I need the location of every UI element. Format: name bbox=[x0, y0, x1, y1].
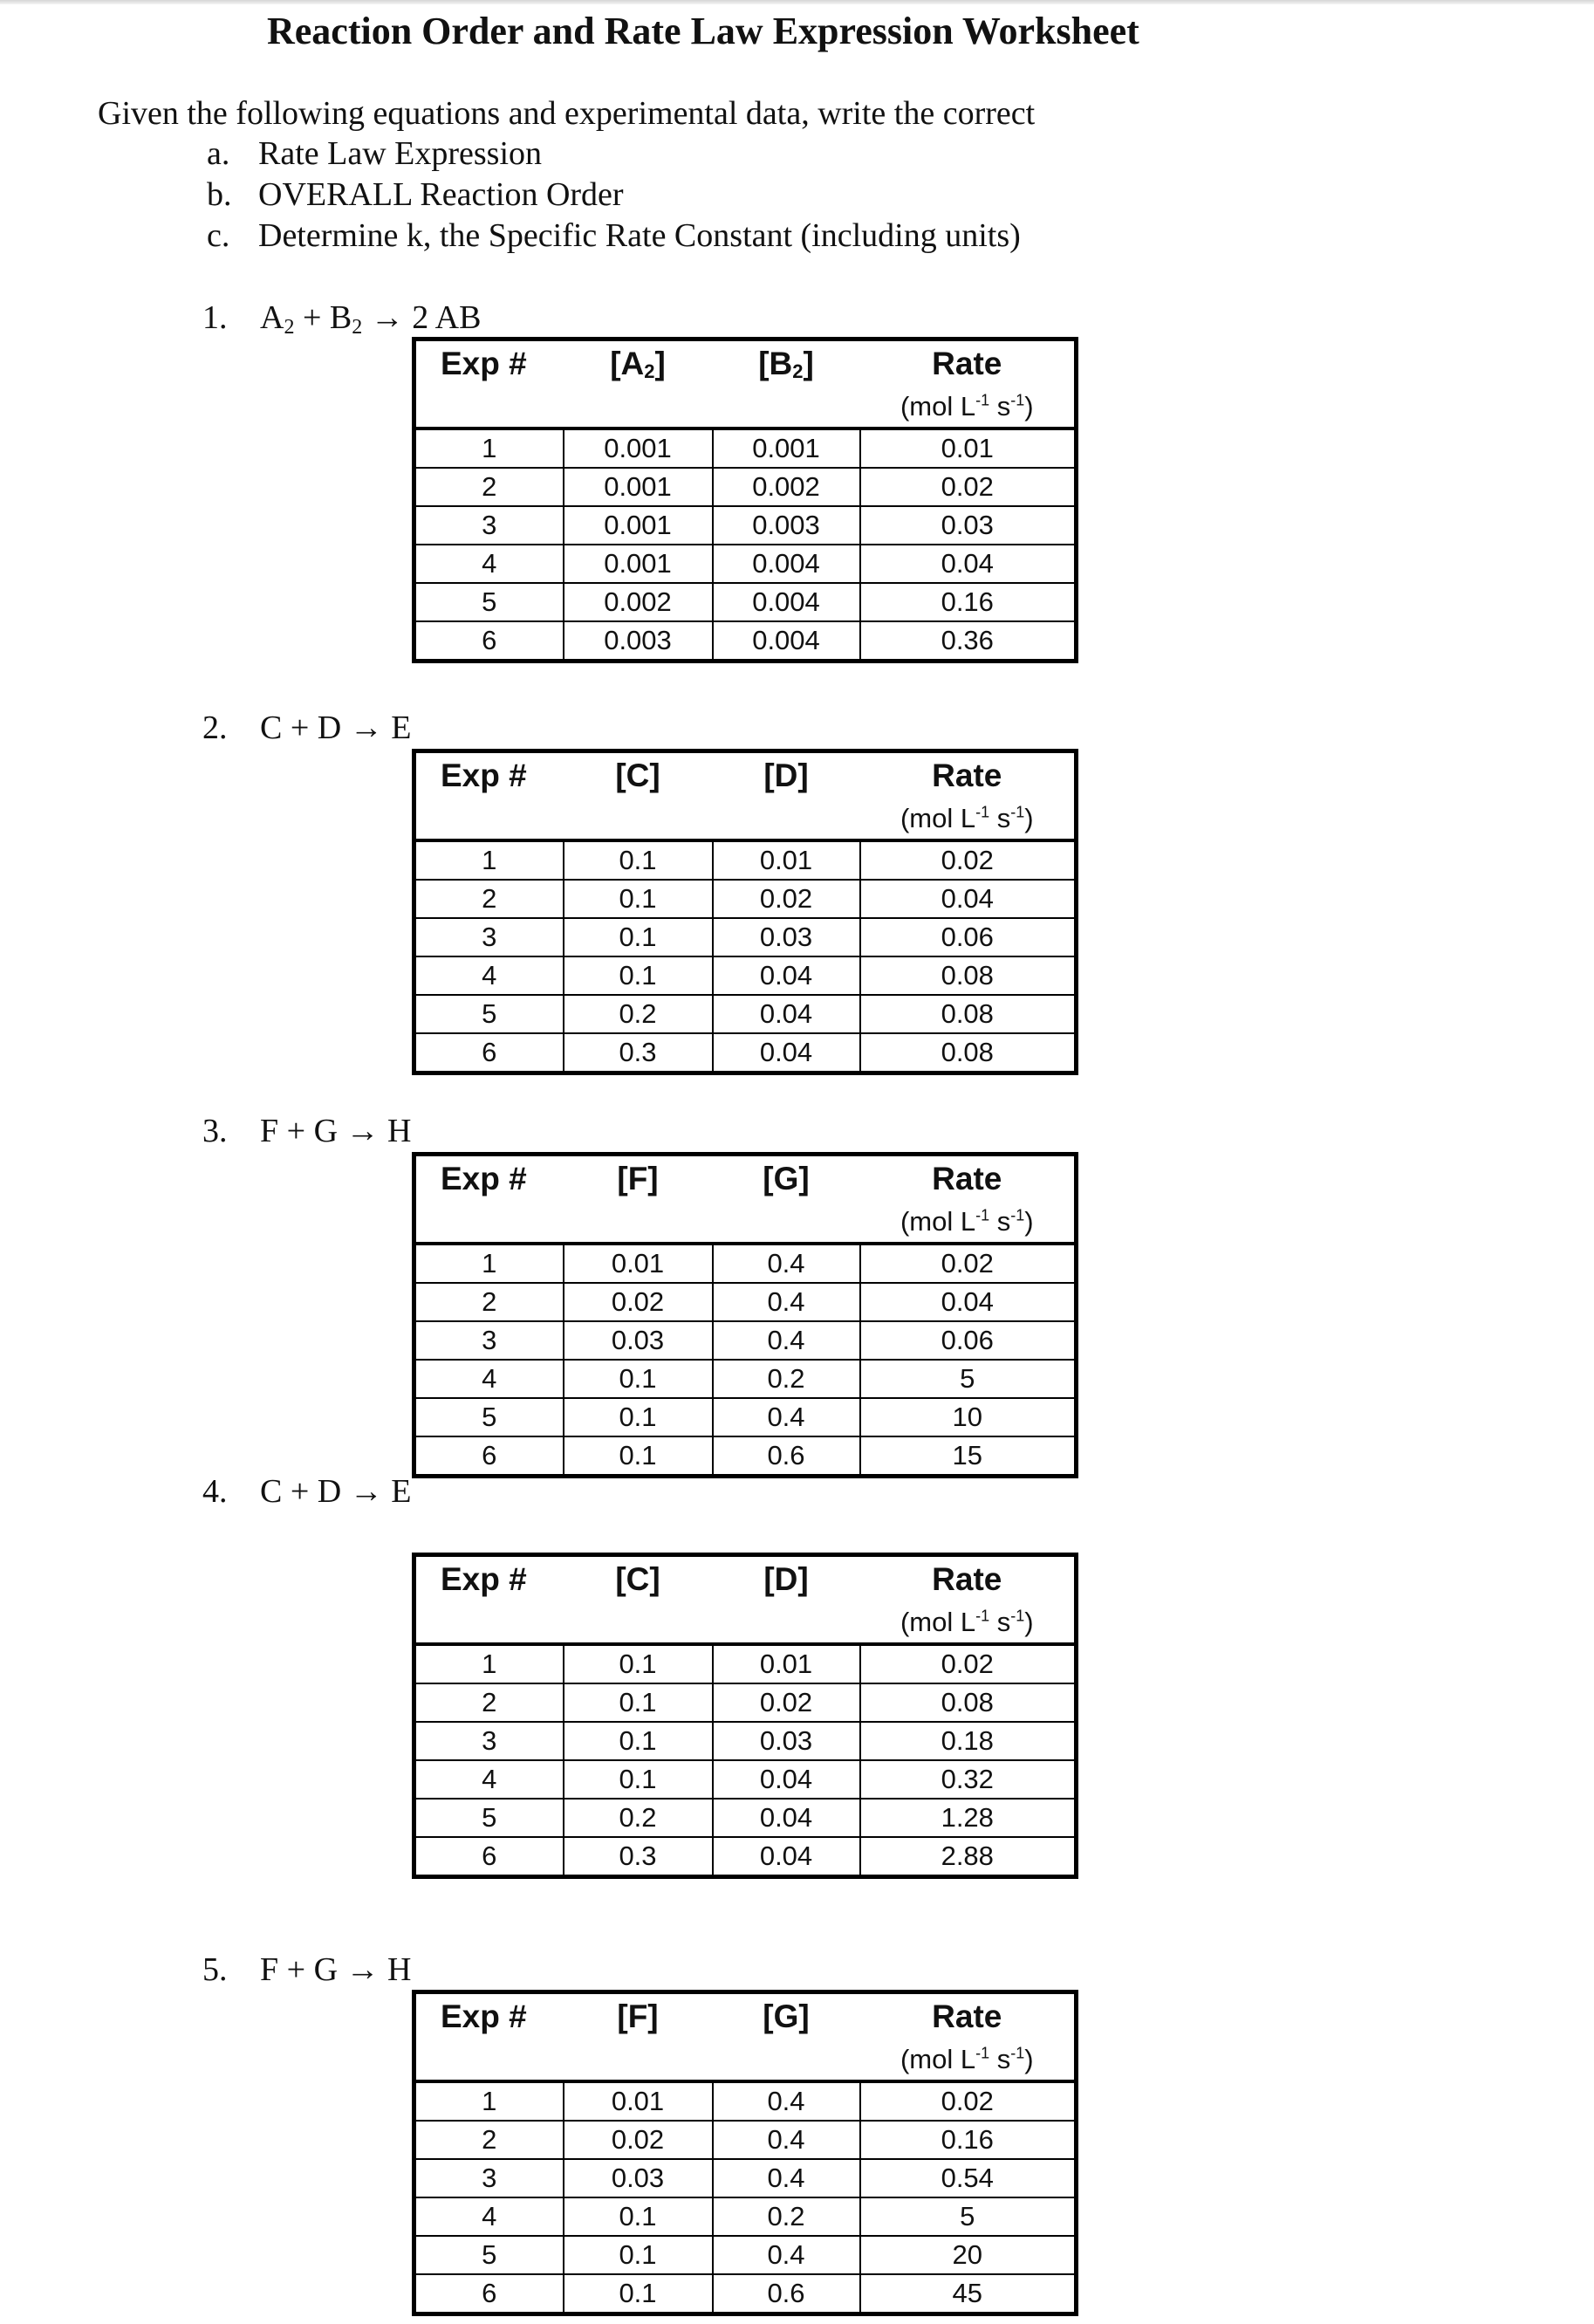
table-row bbox=[414, 840, 1077, 880]
units-row bbox=[414, 2039, 1077, 2081]
conc-1-value: 0.02 bbox=[564, 1283, 713, 1321]
problem-2-equation bbox=[202, 709, 411, 747]
units-text: s bbox=[989, 391, 1011, 422]
reactant-2: D bbox=[317, 1473, 342, 1510]
header-rate: Rate bbox=[932, 1561, 1002, 1597]
exp-number: 3 bbox=[414, 506, 564, 545]
conc-2-value: 0.2 bbox=[713, 1360, 860, 1398]
units-row bbox=[414, 1602, 1077, 1644]
problem-4-equation bbox=[202, 1472, 411, 1511]
units-text: ) bbox=[1024, 1607, 1034, 1637]
exp-number: 2 bbox=[414, 1683, 564, 1722]
conc-2-value: 0.004 bbox=[713, 621, 860, 662]
table-header-row bbox=[414, 751, 1077, 799]
table-row bbox=[414, 1321, 1077, 1360]
rate-units bbox=[860, 799, 1077, 840]
units-exponent: -1 bbox=[1010, 1607, 1025, 1625]
conc-1-value: 0.1 bbox=[564, 880, 713, 918]
conc-1-value: 0.2 bbox=[564, 995, 713, 1033]
table-row bbox=[414, 1644, 1077, 1683]
conc-2-value: 0.04 bbox=[713, 1837, 860, 1877]
header-conc-1-bracket: ] bbox=[654, 345, 666, 381]
header-exp: Exp # bbox=[441, 1998, 527, 2034]
exp-number: 2 bbox=[414, 2121, 564, 2159]
conc-1-value: 0.3 bbox=[564, 1033, 713, 1073]
table-row bbox=[414, 2274, 1077, 2314]
rate-units bbox=[860, 387, 1077, 428]
units-spacer bbox=[414, 1202, 860, 1244]
conc-1-value: 0.01 bbox=[564, 1244, 713, 1283]
conc-1-value: 0.003 bbox=[564, 621, 713, 662]
problem-number: 1. bbox=[202, 299, 228, 336]
units-exponent: -1 bbox=[975, 803, 990, 821]
table-row bbox=[414, 918, 1077, 956]
units-exponent: -1 bbox=[975, 1607, 990, 1625]
conc-2-value: 0.02 bbox=[713, 880, 860, 918]
table-row bbox=[414, 1244, 1077, 1283]
conc-1-value: 0.1 bbox=[564, 1760, 713, 1799]
conc-1-value: 0.1 bbox=[564, 1644, 713, 1683]
problem-5-equation bbox=[202, 1950, 411, 1989]
exp-number: 4 bbox=[414, 1360, 564, 1398]
units-text: (mol L bbox=[900, 1206, 976, 1237]
units-text: ) bbox=[1024, 803, 1034, 833]
table-header-row bbox=[414, 1555, 1077, 1603]
header-conc-2-bracket: ] bbox=[803, 345, 814, 381]
problem-1-equation bbox=[202, 298, 481, 339]
option-text: Rate Law Expression bbox=[258, 135, 543, 172]
table-row bbox=[414, 2159, 1077, 2197]
product: H bbox=[387, 1113, 412, 1149]
conc-1-value: 0.03 bbox=[564, 1321, 713, 1360]
rate-value: 0.04 bbox=[860, 545, 1077, 583]
units-text: (mol L bbox=[900, 2044, 976, 2074]
units-text: (mol L bbox=[900, 1607, 976, 1637]
exp-number: 3 bbox=[414, 2159, 564, 2197]
arrow-icon: → bbox=[349, 1473, 383, 1510]
header-conc-1-text: [A bbox=[610, 345, 645, 381]
table-header-row bbox=[414, 1155, 1077, 1203]
reactant-1: A bbox=[260, 299, 284, 336]
reactant-2: D bbox=[317, 710, 342, 746]
units-text: (mol L bbox=[900, 391, 976, 422]
conc-1-value: 0.3 bbox=[564, 1837, 713, 1877]
rate-value: 0.08 bbox=[860, 956, 1077, 995]
header-conc-1: [C] bbox=[615, 1561, 660, 1597]
conc-2-value: 0.001 bbox=[713, 428, 860, 468]
units-spacer bbox=[414, 2039, 860, 2081]
header-conc-2: [G] bbox=[763, 1998, 810, 2034]
conc-1-value: 0.002 bbox=[564, 583, 713, 621]
conc-1-value: 0.1 bbox=[564, 918, 713, 956]
header-conc-2: [D] bbox=[763, 758, 809, 793]
units-exponent: -1 bbox=[1010, 391, 1025, 409]
conc-2-value: 0.002 bbox=[713, 468, 860, 506]
header-rate: Rate bbox=[932, 1161, 1002, 1196]
table-row bbox=[414, 621, 1077, 662]
table-row bbox=[414, 428, 1077, 468]
rate-value: 45 bbox=[860, 2274, 1077, 2314]
conc-2-value: 0.004 bbox=[713, 545, 860, 583]
table-row bbox=[414, 880, 1077, 918]
conc-2-value: 0.004 bbox=[713, 583, 860, 621]
rate-table-2 bbox=[412, 749, 1078, 1075]
exp-number: 5 bbox=[414, 1799, 564, 1837]
reactant-1: C bbox=[260, 1473, 283, 1510]
plus-sign: + bbox=[286, 1951, 306, 1988]
header-exp: Exp # bbox=[441, 346, 527, 381]
conc-1-value: 0.1 bbox=[564, 1398, 713, 1436]
conc-1-value: 0.1 bbox=[564, 2236, 713, 2274]
reactant-1-subscript: 2 bbox=[284, 316, 295, 339]
conc-1-value: 0.001 bbox=[564, 428, 713, 468]
reactant-2: G bbox=[313, 1951, 339, 1988]
arrow-icon: → bbox=[345, 1951, 380, 1988]
header-conc-2-subscript: 2 bbox=[792, 360, 804, 382]
conc-2-value: 0.6 bbox=[713, 2274, 860, 2314]
units-spacer bbox=[414, 387, 860, 428]
option-text: OVERALL Reaction Order bbox=[258, 176, 624, 213]
exp-number: 2 bbox=[414, 880, 564, 918]
conc-1-value: 0.1 bbox=[564, 840, 713, 880]
rate-value: 0.16 bbox=[860, 2121, 1077, 2159]
option-letter: c. bbox=[207, 217, 230, 254]
table-row bbox=[414, 583, 1077, 621]
exp-number: 6 bbox=[414, 1837, 564, 1877]
rate-table-3 bbox=[412, 1152, 1078, 1478]
rate-value: 0.02 bbox=[860, 468, 1077, 506]
rate-units bbox=[860, 2039, 1077, 2081]
rate-table-5 bbox=[412, 1990, 1078, 2316]
units-spacer bbox=[414, 799, 860, 840]
conc-1-value: 0.001 bbox=[564, 468, 713, 506]
header-conc-1: [F] bbox=[617, 1998, 659, 2034]
units-row bbox=[414, 387, 1077, 428]
table-row bbox=[414, 468, 1077, 506]
units-row bbox=[414, 799, 1077, 840]
table-row bbox=[414, 995, 1077, 1033]
rate-value: 0.08 bbox=[860, 1683, 1077, 1722]
conc-2-value: 0.03 bbox=[713, 918, 860, 956]
exp-number: 3 bbox=[414, 918, 564, 956]
units-text: ) bbox=[1024, 1206, 1034, 1237]
option-letter: a. bbox=[207, 135, 230, 172]
table-header-row bbox=[414, 339, 1077, 387]
conc-2-value: 0.04 bbox=[713, 995, 860, 1033]
conc-1-value: 0.001 bbox=[564, 506, 713, 545]
units-text: (mol L bbox=[900, 803, 976, 833]
table-row bbox=[414, 2236, 1077, 2274]
rate-value: 0.02 bbox=[860, 840, 1077, 880]
conc-1-value: 0.1 bbox=[564, 956, 713, 995]
units-exponent: -1 bbox=[1010, 2044, 1025, 2062]
header-rate: Rate bbox=[932, 346, 1002, 381]
table-row bbox=[414, 1436, 1077, 1477]
plus-sign: + bbox=[286, 1113, 306, 1149]
table-row bbox=[414, 956, 1077, 995]
product: E bbox=[391, 1473, 412, 1510]
units-text: s bbox=[989, 1206, 1011, 1237]
exp-number: 6 bbox=[414, 2274, 564, 2314]
table-row bbox=[414, 1837, 1077, 1877]
conc-1-value: 0.1 bbox=[564, 1436, 713, 1477]
conc-1-value: 0.03 bbox=[564, 2159, 713, 2197]
units-text: s bbox=[989, 2044, 1011, 2074]
arrow-icon: → bbox=[345, 1113, 380, 1149]
conc-2-value: 0.4 bbox=[713, 1398, 860, 1436]
option-letter: b. bbox=[207, 176, 232, 213]
option-b bbox=[207, 175, 624, 214]
exp-number: 1 bbox=[414, 1644, 564, 1683]
conc-1-value: 0.1 bbox=[564, 2274, 713, 2314]
rate-value: 2.88 bbox=[860, 1837, 1077, 1877]
units-row bbox=[414, 1202, 1077, 1244]
table-row bbox=[414, 1033, 1077, 1073]
rate-value: 0.04 bbox=[860, 1283, 1077, 1321]
page-top-border bbox=[0, 0, 1594, 4]
rate-value: 0.02 bbox=[860, 1244, 1077, 1283]
problem-number: 5. bbox=[202, 1951, 228, 1988]
header-conc-1: [C] bbox=[615, 758, 660, 793]
conc-1-value: 0.1 bbox=[564, 2197, 713, 2236]
exp-number: 1 bbox=[414, 1244, 564, 1283]
reactant-2: G bbox=[313, 1113, 339, 1149]
product: E bbox=[391, 710, 412, 746]
units-spacer bbox=[414, 1602, 860, 1644]
problem-3-equation bbox=[202, 1112, 411, 1150]
rate-table-4 bbox=[412, 1553, 1078, 1879]
exp-number: 5 bbox=[414, 995, 564, 1033]
header-rate: Rate bbox=[932, 758, 1002, 793]
table-row bbox=[414, 1398, 1077, 1436]
rate-value: 0.06 bbox=[860, 1321, 1077, 1360]
units-text: s bbox=[989, 1607, 1011, 1637]
conc-1-value: 0.1 bbox=[564, 1360, 713, 1398]
worksheet-title: Reaction Order and Rate Law Expression Worksheet bbox=[267, 10, 1139, 52]
rate-value: 0.54 bbox=[860, 2159, 1077, 2197]
exp-number: 1 bbox=[414, 840, 564, 880]
exp-number: 5 bbox=[414, 583, 564, 621]
rate-value: 0.02 bbox=[860, 1644, 1077, 1683]
rate-value: 0.02 bbox=[860, 2081, 1077, 2121]
plus-sign: + bbox=[290, 1473, 310, 1510]
plus-sign: + bbox=[290, 710, 310, 746]
conc-2-value: 0.6 bbox=[713, 1436, 860, 1477]
units-text: s bbox=[989, 803, 1011, 833]
conc-1-value: 0.001 bbox=[564, 545, 713, 583]
rate-value: 0.08 bbox=[860, 1033, 1077, 1073]
reactant-2: B bbox=[329, 299, 352, 336]
conc-1-value: 0.01 bbox=[564, 2081, 713, 2121]
plus-sign: + bbox=[302, 299, 322, 336]
rate-value: 0.08 bbox=[860, 995, 1077, 1033]
instructions-text: Given the following equations and experimental data, write the correct bbox=[98, 95, 1036, 132]
exp-number: 6 bbox=[414, 1436, 564, 1477]
conc-1-value: 0.1 bbox=[564, 1722, 713, 1760]
header-exp: Exp # bbox=[441, 1161, 527, 1196]
exp-number: 6 bbox=[414, 621, 564, 662]
exp-number: 6 bbox=[414, 1033, 564, 1073]
units-exponent: -1 bbox=[1010, 1206, 1025, 1224]
units-exponent: -1 bbox=[975, 391, 990, 409]
conc-2-value: 0.04 bbox=[713, 956, 860, 995]
conc-2-value: 0.01 bbox=[713, 1644, 860, 1683]
conc-2-value: 0.03 bbox=[713, 1722, 860, 1760]
problem-number: 3. bbox=[202, 1113, 228, 1149]
header-conc-1 bbox=[564, 339, 713, 387]
header-conc-2-text: [B bbox=[758, 345, 793, 381]
table-row bbox=[414, 1360, 1077, 1398]
rate-value: 0.06 bbox=[860, 918, 1077, 956]
conc-2-value: 0.02 bbox=[713, 1683, 860, 1722]
conc-1-value: 0.1 bbox=[564, 1683, 713, 1722]
table-row bbox=[414, 506, 1077, 545]
conc-2-value: 0.4 bbox=[713, 1321, 860, 1360]
table-row bbox=[414, 1683, 1077, 1722]
exp-number: 3 bbox=[414, 1722, 564, 1760]
header-conc-1: [F] bbox=[617, 1161, 659, 1196]
table-row bbox=[414, 2121, 1077, 2159]
conc-2-value: 0.4 bbox=[713, 2121, 860, 2159]
rate-value: 1.28 bbox=[860, 1799, 1077, 1837]
conc-1-value: 0.2 bbox=[564, 1799, 713, 1837]
table-row bbox=[414, 1722, 1077, 1760]
exp-number: 5 bbox=[414, 1398, 564, 1436]
header-rate: Rate bbox=[932, 1998, 1002, 2034]
exp-number: 4 bbox=[414, 1760, 564, 1799]
units-exponent: -1 bbox=[975, 2044, 990, 2062]
rate-units bbox=[860, 1202, 1077, 1244]
conc-2-value: 0.003 bbox=[713, 506, 860, 545]
table-row bbox=[414, 1760, 1077, 1799]
conc-2-value: 0.04 bbox=[713, 1799, 860, 1837]
units-text: ) bbox=[1024, 2044, 1034, 2074]
header-conc-2: [D] bbox=[763, 1561, 809, 1597]
rate-units bbox=[860, 1602, 1077, 1644]
conc-2-value: 0.04 bbox=[713, 1760, 860, 1799]
problem-number: 4. bbox=[202, 1473, 228, 1510]
exp-number: 1 bbox=[414, 428, 564, 468]
exp-number: 4 bbox=[414, 545, 564, 583]
rate-value: 0.03 bbox=[860, 506, 1077, 545]
option-c bbox=[207, 216, 1021, 255]
rate-value: 0.01 bbox=[860, 428, 1077, 468]
reactant-1: F bbox=[260, 1951, 279, 1988]
arrow-icon: → bbox=[370, 299, 404, 336]
reactant-1: F bbox=[260, 1113, 279, 1149]
product: 2 AB bbox=[412, 299, 482, 336]
exp-number: 4 bbox=[414, 956, 564, 995]
rate-value: 0.16 bbox=[860, 583, 1077, 621]
header-exp: Exp # bbox=[441, 1561, 527, 1597]
rate-table-1 bbox=[412, 337, 1078, 663]
header-conc-2: [G] bbox=[763, 1161, 810, 1196]
option-text: Determine k, the Specific Rate Constant (including units) bbox=[258, 217, 1021, 254]
conc-2-value: 0.4 bbox=[713, 2236, 860, 2274]
rate-value: 0.04 bbox=[860, 880, 1077, 918]
table-row bbox=[414, 545, 1077, 583]
exp-number: 1 bbox=[414, 2081, 564, 2121]
arrow-icon: → bbox=[349, 710, 383, 746]
conc-2-value: 0.4 bbox=[713, 2081, 860, 2121]
exp-number: 3 bbox=[414, 1321, 564, 1360]
rate-value: 0.18 bbox=[860, 1722, 1077, 1760]
option-a bbox=[207, 134, 542, 173]
header-conc-2 bbox=[713, 339, 860, 387]
rate-value: 5 bbox=[860, 1360, 1077, 1398]
product: H bbox=[387, 1951, 412, 1988]
header-exp: Exp # bbox=[441, 758, 527, 793]
table-header-row bbox=[414, 1992, 1077, 2040]
conc-2-value: 0.4 bbox=[713, 1244, 860, 1283]
reactant-2-subscript: 2 bbox=[352, 316, 363, 339]
table-row bbox=[414, 1799, 1077, 1837]
conc-2-value: 0.01 bbox=[713, 840, 860, 880]
conc-2-value: 0.04 bbox=[713, 1033, 860, 1073]
header-conc-1-subscript: 2 bbox=[644, 360, 655, 382]
rate-value: 0.36 bbox=[860, 621, 1077, 662]
conc-2-value: 0.2 bbox=[713, 2197, 860, 2236]
conc-2-value: 0.4 bbox=[713, 2159, 860, 2197]
table-row bbox=[414, 1283, 1077, 1321]
units-text: ) bbox=[1024, 391, 1034, 422]
exp-number: 4 bbox=[414, 2197, 564, 2236]
rate-value: 5 bbox=[860, 2197, 1077, 2236]
exp-number: 2 bbox=[414, 468, 564, 506]
table-row bbox=[414, 2081, 1077, 2121]
exp-number: 2 bbox=[414, 1283, 564, 1321]
conc-2-value: 0.4 bbox=[713, 1283, 860, 1321]
units-exponent: -1 bbox=[1010, 803, 1025, 821]
conc-1-value: 0.02 bbox=[564, 2121, 713, 2159]
exp-number: 5 bbox=[414, 2236, 564, 2274]
rate-value: 0.32 bbox=[860, 1760, 1077, 1799]
units-exponent: -1 bbox=[975, 1206, 990, 1224]
rate-value: 10 bbox=[860, 1398, 1077, 1436]
problem-number: 2. bbox=[202, 710, 228, 746]
reactant-1: C bbox=[260, 710, 283, 746]
rate-value: 15 bbox=[860, 1436, 1077, 1477]
rate-value: 20 bbox=[860, 2236, 1077, 2274]
table-row bbox=[414, 2197, 1077, 2236]
